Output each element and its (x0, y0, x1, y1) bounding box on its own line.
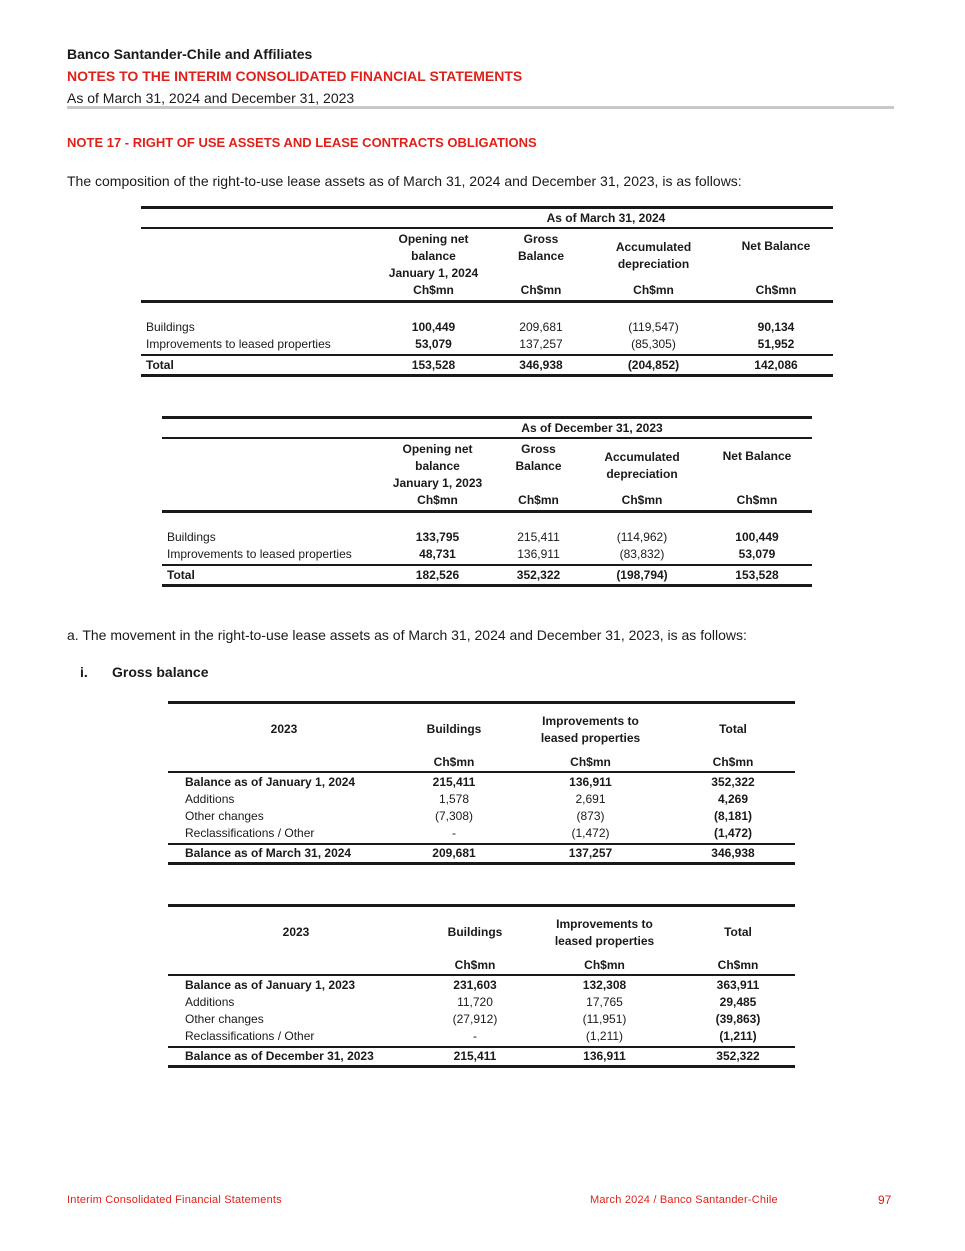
cell-value: 2,691 (575, 792, 606, 806)
table-rule (141, 227, 833, 229)
unit-label: Ch$mn (712, 755, 754, 769)
col-header-year: 2023 (270, 722, 298, 736)
row-label: Reclassifications / Other (185, 1029, 315, 1043)
total-value: 153,528 (735, 568, 779, 582)
cell-value: 352,322 (711, 775, 755, 789)
cell-value: (1,211) (585, 1029, 624, 1043)
unit-label: Ch$mn (454, 958, 496, 972)
unit-label: Ch$mn (518, 493, 559, 507)
row-label: Reclassifications / Other (185, 826, 315, 840)
total-label: Total (167, 568, 195, 582)
cell-value: (8,181) (713, 809, 753, 823)
cell-value: 209,681 (519, 320, 563, 334)
cell-value: 352,322 (716, 1049, 760, 1063)
page-number: 97 (878, 1193, 892, 1207)
cell-value: 11,720 (457, 995, 493, 1009)
table-rule (141, 354, 833, 356)
total-value: 142,086 (754, 358, 798, 372)
cell-value: (1,472) (571, 826, 610, 840)
row-label: Improvements to leased properties (146, 337, 331, 351)
note-title: NOTE 17 - RIGHT OF USE ASSETS AND LEASE CONTRACTS OBLIGATIONS (67, 135, 537, 150)
cell-value: (1,472) (713, 826, 753, 840)
composition-table-2023 (162, 416, 812, 588)
total-value: (204,852) (627, 358, 680, 372)
row-label: Other changes (185, 809, 264, 823)
unit-label: Ch$mn (570, 755, 611, 769)
closing-label: Balance as of March 31, 2024 (185, 846, 352, 860)
col-header-opening: Opening net balance January 1, 2023 (392, 442, 483, 490)
cell-value: 231,603 (453, 978, 497, 992)
unit-label: Ch$mn (417, 493, 458, 507)
table-rule (168, 843, 795, 845)
cell-value: (39,863) (715, 1012, 761, 1026)
header-divider (67, 106, 894, 109)
cell-value: 215,411 (432, 775, 476, 789)
cell-value: 1,578 (438, 792, 470, 806)
table-rule (162, 437, 812, 439)
period-header: As of December 31, 2023 (521, 421, 663, 435)
row-label: Buildings (167, 530, 216, 544)
table-rule (162, 564, 812, 566)
unit-label: Ch$mn (433, 755, 475, 769)
gross-balance-table-2023 (168, 904, 795, 1070)
cell-value: 17,765 (586, 995, 623, 1009)
cell-value: 100,449 (411, 320, 456, 334)
col-header-buildings: Buildings (447, 925, 503, 939)
col-header-net: Net Balance (722, 449, 792, 463)
cell-value: 215,411 (517, 530, 560, 544)
intro-paragraph: The composition of the right-to-use lease assets as of March 31, 2024 and December 31, 2023, is as follows: (67, 173, 742, 189)
table-rule (168, 974, 795, 976)
cell-value: (873) (576, 809, 605, 823)
table-rule (168, 701, 795, 704)
total-label: Total (146, 358, 174, 372)
unit-label: Ch$mn (717, 958, 759, 972)
col-header-net: Net Balance (741, 239, 811, 253)
unit-label: Ch$mn (736, 493, 778, 507)
cell-value: (11,951) (582, 1012, 627, 1026)
cell-value: (119,547) (628, 320, 679, 334)
table-rule (162, 510, 812, 513)
table-rule (162, 584, 812, 587)
cell-value: - (473, 1029, 477, 1043)
table-rule (168, 771, 795, 773)
footer-document-title: Interim Consolidated Financial Statements (67, 1194, 282, 1206)
subsection-heading (80, 664, 209, 680)
row-label: Additions (185, 792, 235, 806)
row-label: Buildings (146, 320, 195, 334)
col-header-depreciation: Accumulated depreciation (615, 240, 692, 271)
cell-value: 29,485 (719, 995, 757, 1009)
cell-value: 132,308 (582, 978, 627, 992)
cell-value: 100,449 (735, 530, 779, 544)
movement-paragraph: a. The movement in the right-to-use lease assets as of March 31, 2024 and December 31, 2023, is as follows: (67, 627, 747, 643)
cell-value: (83,832) (619, 547, 665, 561)
unit-label: Ch$mn (413, 283, 454, 297)
total-value: 352,322 (516, 568, 561, 582)
row-label: Improvements to leased properties (167, 547, 352, 561)
cell-value: 90,134 (757, 320, 795, 334)
table-rule (141, 374, 833, 377)
table-rule (168, 1046, 795, 1048)
subsection-number: i. (80, 664, 88, 680)
cell-value: (85,305) (631, 337, 676, 351)
subsection-title: Gross balance (112, 664, 209, 680)
cell-value: 51,952 (757, 337, 795, 351)
col-header-improvements: Improvements to leased properties (554, 917, 655, 948)
cell-value: 133,795 (415, 530, 460, 544)
total-value: 153,528 (411, 358, 456, 372)
cell-value: (114,962) (616, 530, 668, 544)
total-value: (198,794) (616, 568, 668, 582)
footer-period: March 2024 / Banco Santander-Chile (590, 1194, 778, 1206)
cell-value: (7,308) (434, 809, 474, 823)
cell-value: 136,911 (583, 1049, 626, 1063)
table-rule (141, 206, 833, 209)
composition-table-2024 (141, 206, 833, 378)
cell-value: 137,257 (568, 846, 613, 860)
unit-label: Ch$mn (621, 493, 663, 507)
total-value: 182,526 (415, 568, 460, 582)
col-header-improvements: Improvements to leased properties (540, 714, 641, 745)
unit-label: Ch$mn (520, 283, 562, 297)
company-name: Banco Santander-Chile and Affiliates (67, 46, 313, 62)
cell-value: 53,079 (415, 337, 452, 351)
table-rule (162, 416, 812, 419)
unit-label: Ch$mn (584, 958, 625, 972)
cell-value: (1,211) (719, 1029, 757, 1043)
col-header-depreciation: Accumulated depreciation (604, 450, 680, 481)
table-rule (141, 300, 833, 303)
col-header-total: Total (719, 722, 747, 736)
cell-value: 53,079 (738, 547, 776, 561)
closing-label: Balance as of December 31, 2023 (185, 1049, 374, 1063)
cell-value: 137,257 (519, 337, 563, 351)
cell-value: (27,912) (452, 1012, 498, 1026)
cell-value: 209,681 (432, 846, 476, 860)
col-header-total: Total (724, 925, 752, 939)
row-label: Other changes (185, 1012, 264, 1026)
date-line: As of March 31, 2024 and December 31, 2023 (67, 90, 355, 106)
cell-value: 4,269 (717, 792, 749, 806)
cell-value: 136,911 (569, 775, 612, 789)
unit-label: Ch$mn (633, 283, 674, 297)
col-header-gross: Gross Balance (515, 442, 562, 473)
total-value: 346,938 (519, 358, 563, 372)
cell-value: 48,731 (419, 547, 456, 561)
opening-label: Balance as of January 1, 2023 (185, 978, 356, 992)
col-header-gross: Gross Balance (517, 232, 565, 263)
unit-label: Ch$mn (755, 283, 797, 297)
notes-title: NOTES TO THE INTERIM CONSOLIDATED FINANCIAL STATEMENTS (67, 68, 523, 84)
table-rule (168, 904, 795, 907)
col-header-buildings: Buildings (426, 722, 482, 736)
col-header-opening: Opening net balance January 1, 2024 (388, 232, 479, 280)
cell-value: 136,911 (517, 547, 560, 561)
row-label: Additions (185, 995, 235, 1009)
col-header-year: 2023 (282, 925, 310, 939)
period-header: As of March 31, 2024 (546, 211, 666, 225)
cell-value: 215,411 (453, 1049, 497, 1063)
opening-label: Balance as of January 1, 2024 (185, 775, 356, 789)
table-rule (168, 1065, 795, 1068)
cell-value: 346,938 (711, 846, 755, 860)
cell-value: 363,911 (716, 978, 760, 992)
table-rule (168, 862, 795, 865)
gross-balance-table-2024 (168, 701, 795, 867)
cell-value: - (452, 826, 456, 840)
